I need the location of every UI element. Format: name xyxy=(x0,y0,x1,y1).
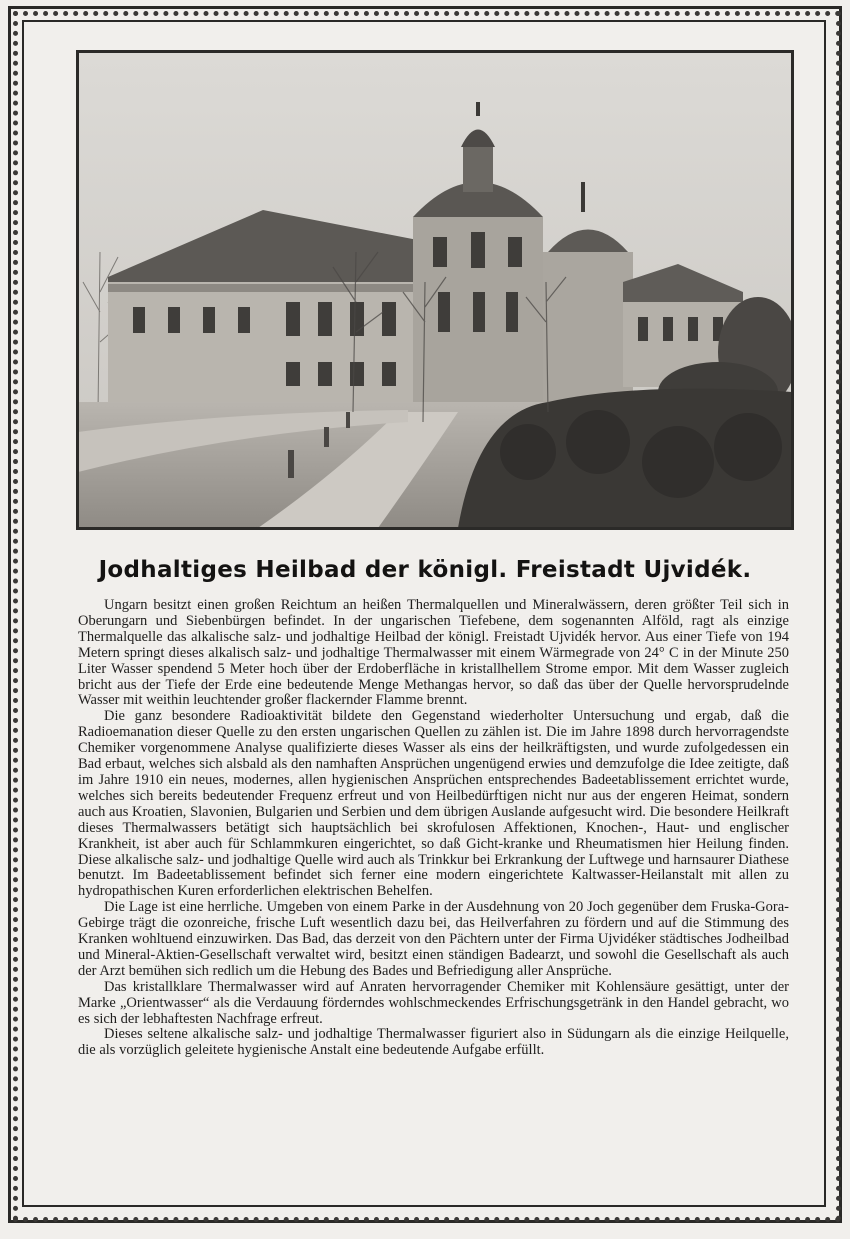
paragraph: Ungarn besitzt einen großen Reichtum an heißen Thermalquellen und Mineralwässern, deren größter Teil sich in Oberungarn und Siebenbürgen befindet. In der ungarischen Tiefebene, dem sogenannten Alföld, ragt als einzige Thermalquelle das alkalische salz- und jodhaltige Heilbad der königl. Freistadt Ujvidék hervor. Aus einer Tiefe von 194 Metern springt dieses alkalisch salz- und jodhaltige Thermalwasser mit einem Wärmegrade von 24° C in der Minute 250 Liter Wasser spendend 5 Meter hoch über der Erdoberfläche in kristallhellem Strome empor. Mit dem Wasser zugleich bricht aus der Tiefe der Erde eine bedeutende Menge Methangas hervor, so daß das über der Quelle hervorsprudelnde Wasser mit weithin leuchtender großer flackernder Flamme brennt. xyxy=(78,597,789,709)
paragraph: Dieses seltene alkalische salz- und jodhaltige Thermalwasser figuriert also in Südungarn als die einzige Heilquelle, die als vorzüglich geleitete hygienische Anstalt eine bedeutende Aufgabe erfüllt. xyxy=(78,1026,789,1059)
paragraph: Die ganz besondere Radioaktivität bildete den Gegenstand wiederholter Untersuchung und ergab, daß die Radioemanation dieser Quelle zu den ersten ungarischen Quellen zu zählen ist. Die im Jahre 1898 durch hervorragendste Chemiker vorgenommene Analyse qualifizierte dieses Wasser als eins der heilkräftigsten, und wurde zufolgedessen ein Bad erbaut, welches sich alsbald als den namhaften Ansprüchen ungenügend erwies und demzufolge die Idee zeitigte, daß im Jahre 1910 ein neues, modernes, allen hygienischen Ansprüchen entsprechendes Badeetablissement errichtet wurde, welches sich bereits bedeutender Frequenz erfreut und von Heilbedürftigen nicht nur aus der engeren Heimat, sondern auch aus Kroatien, Slavonien, Bulgarien und Serbien und dem übrigen Auslande aufgesucht wird. Die besondere Heilkraft dieses Thermalwassers betätigt sich hauptsächlich bei skrofulosen Affektionen, Knochen-, Haut- und englischer Krankheit, ist aber auch für Schlammkuren eingerichtet, so daß Gicht-kranke und Rheumatismen hier Heilung finden. Diese alkalische salz- und jodhaltige Quelle wird auch als Trinkkur bei Erkrankung der Luftwege und harnsaurer Diathese benutzt. Im Badeetablissement befindet sich ferner eine modern eingerichtete Kaltwasser-Heilanstalt mit allen zu hydropathischen Kuren erforderlichen elektrischen Behelfen. xyxy=(78,708,789,900)
bath-building-photo xyxy=(76,50,794,530)
paragraph: Die Lage ist eine herrliche. Umgeben von einem Parke in der Ausdehnung von 20 Joch gegenüber dem Fruska-Gora-Gebirge trägt die ozonreiche, frische Luft wesentlich dazu bei, das Heilverfahren zu fördern und auf die Stimmung des Kranken wohltuend einzuwirken. Das Bad, das derzeit von den Pächtern unter der Firma Ujvidéker städtisches Jodheilbad und Mineral-Aktien-Gesellschaft verwaltet wird, besitzt einen ständigen Badearzt, und sowohl die Gesellschaft als auch der Arzt bemühen sich redlich um die Hebung des Bades und Befriedigung aller Ansprüche. xyxy=(78,899,789,979)
article-headline: Jodhaltiges Heilbad der königl. Freistadt Ujvidék. xyxy=(98,557,752,583)
article-body xyxy=(78,598,789,1059)
paragraph: Das kristallklare Thermalwasser wird auf Anraten hervorragender Chemiker mit Kohlensäure gesättigt, unter der Marke „Orientwasser“ als die Verdauung förderndes wohlschmeckendes Erfrischungsgetränk in den Handel gebracht, wo es sich der lebhaftesten Nachfrage erfreut. xyxy=(78,978,789,1027)
